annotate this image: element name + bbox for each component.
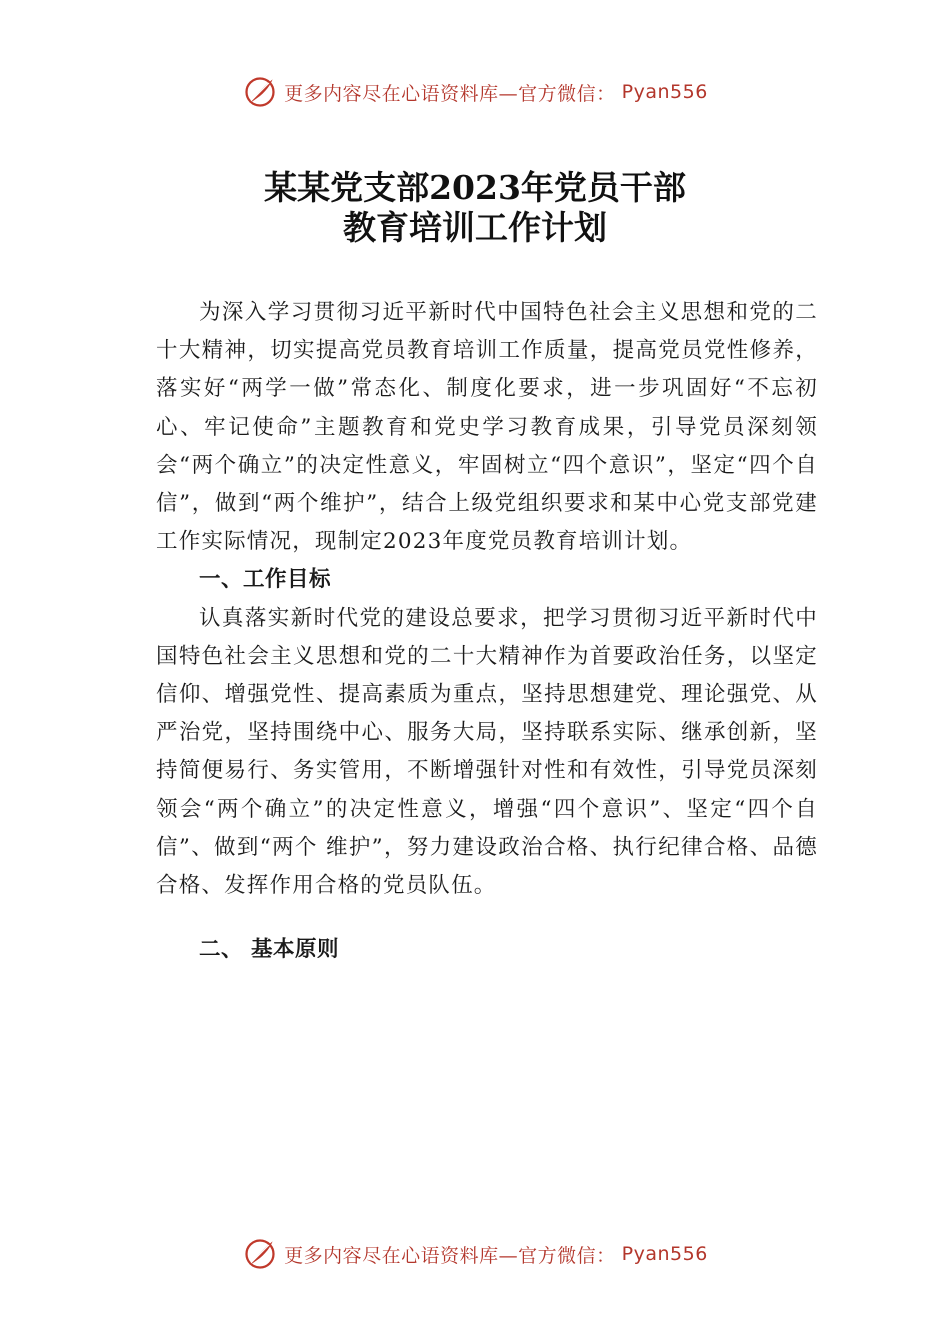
- document-title-line-1: 某某党支部2023年党员干部: [264, 168, 686, 207]
- watermark-header: [0, 74, 950, 110]
- intro-paragraph: 为深入学习贯彻习近平新时代中国特色社会主义思想和党的二十大精神，切实提高党员教育培训工作质量，提高党员党性修养，落实好“两学一做”常态化、制度化要求，进一步巩固好“不忘初心、牢记使命”主题教育和党史学习教育成果，引导党员深刻领会“两个确立”的决定性意义，牢固树立“四个意识”，坚定“四个自信”，做到“两个维护”，结合上级党组织要求和某中心党支部党建工作实际情况，现制定2023年度党员教育培训计划。: [156, 300, 818, 555]
- goals-paragraph: 认真落实新时代党的建设总要求，把学习贯彻习近平新时代中国特色社会主义思想和党的二十大精神作为首要政治任务，以坚定信仰、增强党性、提高素质为重点，坚持思想建党、理论强党、从严治党，坚持围绕中心、服务大局，坚持联系实际、继承创新，坚持简便易行、务实管用，不断增强针对性和有效性，引导党员深刻领会“两个确立”的决定性意义，增强“四个意识”、坚定“四个自信”、做到“两个 维护”，努力建设政治合格、执行纪律合格、品德合格、发挥作用合格的党员队伍。: [156, 605, 818, 899]
- watermark-handle: Pyan556: [621, 1243, 708, 1265]
- section-heading-goals: 一、工作目标: [199, 567, 332, 593]
- feather-pen-logo-icon: [242, 1236, 278, 1272]
- watermark-footer: [0, 1236, 950, 1272]
- feather-pen-logo-icon: [242, 74, 278, 110]
- watermark-text: 更多内容尽在心语资料库—官方微信：: [284, 82, 616, 105]
- watermark-text: 更多内容尽在心语资料库—官方微信：: [284, 1244, 616, 1267]
- document-title-line-2: 教育培训工作计划: [343, 208, 607, 247]
- section-heading-principles: 二、 基本原则: [199, 937, 339, 963]
- document-body: [156, 294, 818, 969]
- watermark-handle: Pyan556: [621, 81, 708, 103]
